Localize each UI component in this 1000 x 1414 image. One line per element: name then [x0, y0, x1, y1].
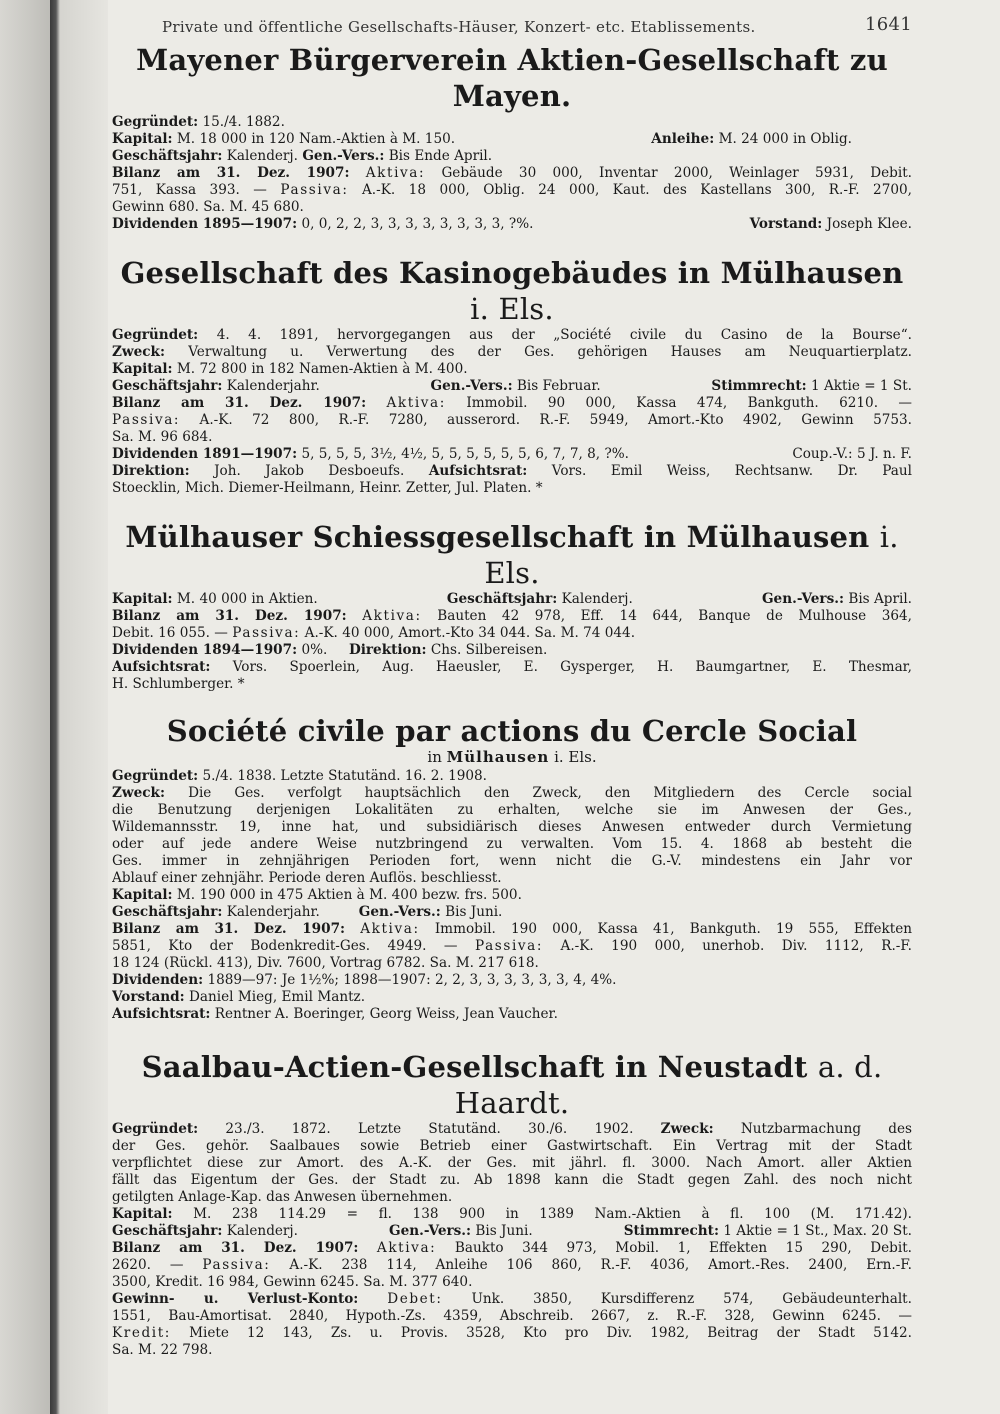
entry-title: Gesellschaft des Kasinogebäudes in Mülhausen i. Els.	[120, 256, 904, 326]
entry-schiessgesellschaft-muelhausen	[112, 519, 912, 693]
entry-line: getilgten Anlage-Kap. das Anwesen übernehmen.	[112, 1189, 453, 1205]
entry-line: Wildemannsstr. 19, inne hat, und subsidiärisch dieses Anwesen entweder durch Vermietung	[112, 819, 912, 835]
entry-line: Dividenden: 1889—97: Je 1½%; 1898—1907: 2, 2, 3, 3, 3, 3, 3, 3, 4, 4%.	[112, 972, 617, 988]
entry-line: Geschäftsjahr: Kalenderj. Gen.-Vers.: Bis Ende April.	[112, 148, 493, 164]
entry-line: Geschäftsjahr: Kalenderjahr. Gen.-Vers.: Bis Juni.	[112, 904, 503, 920]
entry-subtitle: in Mülhausen i. Els.	[427, 748, 597, 766]
entry-line: Zweck: Verwaltung u. Verwertung des der Ges. gehörigen Hauses am Neuquartierplatz.	[112, 344, 912, 360]
document-page	[112, 12, 912, 1407]
entry-cercle-social	[112, 713, 912, 1023]
entry-kasinogebaeude-muelhausen	[112, 255, 912, 497]
entry-line: Ges. immer in zehnjährigen Perioden fort, wenn nicht die G.-V. mindestens ein Jahr vor	[112, 853, 912, 869]
entry-line: Geschäftsjahr: Kalenderj. Gen.-Vers.: Bis Juni. Stimmrecht: 1 Aktie = 1 St., Max. 20 St.	[112, 1223, 912, 1239]
entry-line: Bilanz am 31. Dez. 1907: Aktiva: Gebäude 30 000, Inventar 2000, Weinlager 5931, Debit.	[112, 165, 912, 181]
entry-line: Dividenden 1891—1907: 5, 5, 5, 5, 3½, 4½, 5, 5, 5, 5, 5, 5, 6, 7, 7, 8, ?%. Coup.-V.: 5 J. n. F.	[112, 446, 912, 462]
entry-line: 2620. — Passiva: A.-K. 238 114, Anleihe 106 860, R.-F. 4036, Amort.-Res. 2400, Ern.-F.	[112, 1257, 912, 1273]
entry-line: Passiva: A.-K. 72 800, R.-F. 7280, ausserord. R.-F. 5949, Amort.-Kto 4902, Gewinn 5753.	[112, 412, 912, 428]
entry-title: Société civile par actions du Cercle Social	[166, 714, 858, 748]
entry-line: Kapital: M. 72 800 in 182 Namen-Aktien à M. 400.	[112, 361, 468, 377]
entry-line: Kapital: M. 18 000 in 120 Nam.-Aktien à M. 150. Anleihe: M. 24 000 in Oblig.	[112, 131, 852, 147]
entry-line: Bilanz am 31. Dez. 1907: Aktiva: Bauten 42 978, Eff. 14 644, Banque de Mulhouse 364,	[112, 608, 912, 624]
page-number: 1641	[864, 14, 912, 35]
entry-line: 5851, Kto der Bodenkredit-Ges. 4949. — Passiva: A.-K. 190 000, unerhob. Div. 1112, R.-F.	[112, 938, 912, 954]
entry-line: Aufsichtsrat: Vors. Spoerlein, Aug. Haeusler, E. Gysperger, H. Baumgartner, E. Thesmar,	[112, 659, 912, 675]
entry-line: Gegründet: 5./4. 1838. Letzte Statutänd. 16. 2. 1908.	[112, 768, 487, 784]
entry-line: Geschäftsjahr: Kalenderjahr. Gen.-Vers.: Bis Februar. Stimmrecht: 1 Aktie = 1 St.	[112, 378, 912, 394]
entry-line: Direktion: Joh. Jakob Desboeufs. Aufsichtsrat: Vors. Emil Weiss, Rechtsanw. Dr. Paul	[112, 463, 912, 479]
entry-line: Bilanz am 31. Dez. 1907: Aktiva: Immobil. 90 000, Kassa 474, Bankguth. 6210. —	[112, 395, 912, 411]
entry-mayener-buergerverein	[112, 42, 912, 233]
entry-line: 18 124 (Rückl. 413), Div. 7600, Vortrag 6782. Sa. M. 217 618.	[112, 955, 539, 971]
entry-line: Dividenden 1894—1907: 0%. Direktion: Chs. Silbereisen.	[112, 642, 548, 658]
header-title: Private und öffentliche Gesellschafts-Häuser, Konzert- etc. Etablissements.	[162, 18, 756, 36]
entry-line: Debit. 16 055. — Passiva: A.-K. 40 000, Amort.-Kto 34 044. Sa. M. 74 044.	[112, 625, 636, 641]
entry-line: Gewinn 680. Sa. M. 45 680.	[112, 199, 304, 215]
entry-line: verpflichtet diese zur Amort. des A.-K. der Ges. mit jährl. fl. 3000. Nach Amort. aller Aktien	[112, 1155, 912, 1171]
entry-line: Kapital: M. 40 000 in Aktien. Geschäftsjahr: Kalenderj. Gen.-Vers.: Bis April.	[112, 591, 912, 607]
entry-line: Gewinn- u. Verlust-Konto: Debet: Unk. 3850, Kursdifferenz 574, Gebäudeunterhalt.	[112, 1291, 912, 1307]
entry-line: Kapital: M. 190 000 in 475 Aktien à M. 400 bezw. frs. 500.	[112, 887, 522, 903]
entry-line: Bilanz am 31. Dez. 1907: Aktiva: Baukto 344 973, Mobil. 1, Effekten 15 290, Debit.	[112, 1240, 912, 1256]
book-spine-shadow	[50, 0, 108, 1414]
entry-line: die Benutzung derjenigen Lokalitäten zu erhalten, welche sie im Anwesen der Ges.,	[112, 802, 912, 818]
entry-line: Kredit: Miete 12 143, Zs. u. Provis. 3528, Kto pro Div. 1982, Beitrag der Stadt 5142.	[112, 1325, 912, 1341]
entry-line: fällt das Eigentum der Ges. der Stadt zu. Ab 1898 kann die Stadt gegen Zahl. des noch nicht	[112, 1172, 912, 1188]
entry-line: 751, Kassa 393. — Passiva: A.-K. 18 000, Oblig. 24 000, Kaut. des Kastellans 300, R.-F. 2700,	[112, 182, 912, 198]
left-page-edge	[0, 0, 50, 1414]
entry-line: Gegründet: 23./3. 1872. Letzte Statutänd. 30./6. 1902. Zweck: Nutzbarmachung des	[112, 1121, 912, 1137]
entry-line: Dividenden 1895—1907: 0, 0, 2, 2, 3, 3, 3, 3, 3, 3, 3, 3, ?%. Vorstand: Joseph Klee.	[112, 216, 912, 232]
entry-line: H. Schlumberger. *	[112, 676, 245, 692]
running-header	[112, 12, 912, 42]
entry-line: Bilanz am 31. Dez. 1907: Aktiva: Immobil. 190 000, Kassa 41, Bankguth. 19 555, Effekten	[112, 921, 912, 937]
entry-line: oder auf jede andere Weise nutzbringend zu verwalten. Vom 15. 4. 1868 ab besteht die	[112, 836, 912, 852]
entry-line: Vorstand: Daniel Mieg, Emil Mantz.	[112, 989, 366, 1005]
entry-line: Aufsichtsrat: Rentner A. Boeringer, Georg Weiss, Jean Vaucher.	[112, 1006, 558, 1022]
entry-line: Kapital: M. 238 114.29 = fl. 138 900 in 1389 Nam.-Aktien à fl. 100 (M. 171.42).	[112, 1206, 912, 1222]
entry-line: Stoecklin, Mich. Diemer-Heilmann, Heinr. Zetter, Jul. Platen. *	[112, 480, 543, 496]
entry-line: Gegründet: 15./4. 1882.	[112, 114, 285, 130]
entry-line: Ablauf einer zehnjähr. Periode deren Auflös. beschliesst.	[112, 870, 502, 886]
entry-title: Mayener Bürgerverein Aktien-Gesellschaft zu Mayen.	[136, 43, 888, 113]
entry-line: Gegründet: 4. 4. 1891, hervorgegangen aus der „Société civile du Casino de la Bourse“.	[112, 327, 912, 343]
entry-line: der Ges. gehör. Saalbaues sowie Betrieb einer Gastwirtschaft. Ein Vertrag mit der Stadt	[112, 1138, 912, 1154]
entry-line: Zweck: Die Ges. verfolgt hauptsächlich den Zweck, den Mitgliedern des Cercle social	[112, 785, 912, 801]
entry-saalbau-neustadt	[112, 1049, 912, 1359]
entry-line: Sa. M. 22 798.	[112, 1342, 213, 1358]
entry-title: Mülhauser Schiessgesellschaft in Mülhausen i. Els.	[125, 520, 899, 590]
entry-line: 3500, Kredit. 16 984, Gewinn 6245. Sa. M. 377 640.	[112, 1274, 473, 1290]
entry-line: 1551, Bau-Amortisat. 2840, Hypoth.-Zs. 4359, Abschreib. 2667, z. R.-F. 328, Gewinn 6245. —	[112, 1308, 912, 1324]
entry-title: Saalbau-Actien-Gesellschaft in Neustadt a. d. Haardt.	[141, 1050, 883, 1120]
entry-line: Sa. M. 96 684.	[112, 429, 213, 445]
